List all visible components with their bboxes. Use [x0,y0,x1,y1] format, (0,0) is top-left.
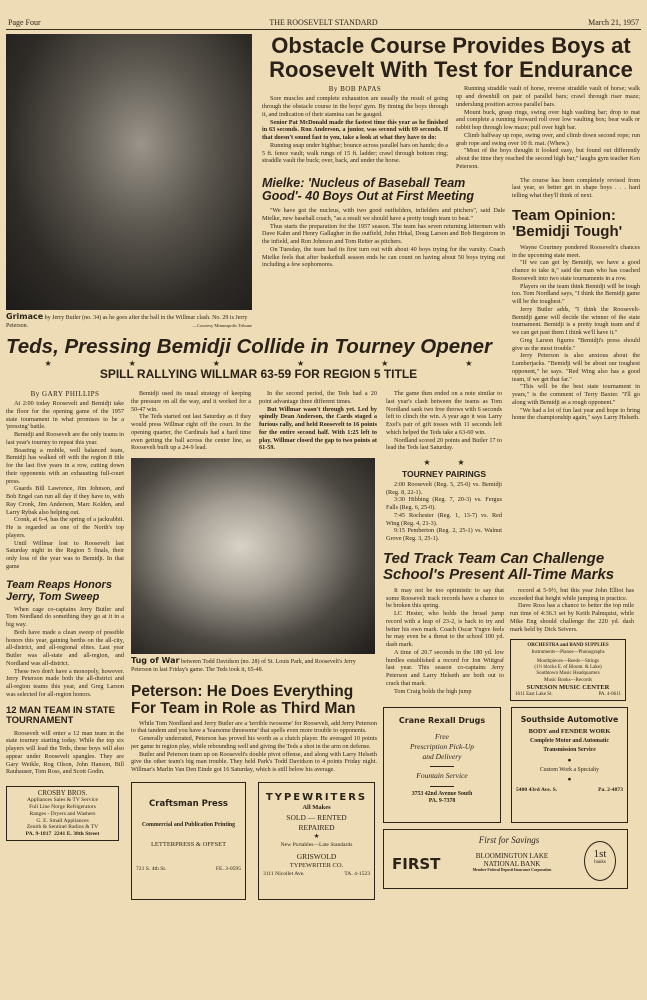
paragraph: Dave Ross has a chance to better the top mile run time of 4:36.3 set by Keith Palmquist, while Mike Eng should challenge the 220 yd. dash mark held by Dick Seivers. [510,602,634,633]
paragraph: Climb halfway up rope, swing over, and climb down second rope; run grab rope and swing over 10 ft. mat. (Whew.) [456,131,640,147]
ad-line: REPAIRED [298,823,335,833]
paragraph: The Teds started out last Saturday as if they would press Willmar right off the court. In the opening quarter, the Cardinals had a hard time even getting the ball across the center line, as Roosevelt built up a 24-9 lead. [131,413,251,452]
ad-business-name: CROSBY BROS. [37,789,88,798]
ad-phone: TA. 4-1523 [344,870,370,877]
photo-block-grimace [6,34,252,331]
pairings-title: TOURNEY PAIRINGS [401,468,487,479]
ad-line: Prescription Pick-Up [409,742,475,752]
paragraph: Senior Pat McDonald made the fastest time this year as he finished in 63 seconds. Ron Anderson, a junior, was second with 69 seconds. If that doesn't sound fast to you, take a look at what they have to do: [262,118,448,142]
ad-business-name: Crane Rexall Drugs [398,716,486,726]
ad-crane-rexall [383,707,501,823]
paragraph: In the second period, the Teds had a 20 point advantage three different times. [259,390,377,405]
paragraph: On Tuesday, the team had its first turn out with about 40 boys trying for the varsity. Coach Mielke feels that after basketball season ends he can count on having about 50 boys trying out including a few sophomores. [262,245,505,269]
article-teds-col3 [259,390,377,452]
photo-credit: —Courtesy Minneapolis Tribune [192,322,252,328]
star-row [386,458,502,468]
subhead-willmar: SPILL RALLYING WILLMAR 63-59 FOR REGION 5 TITLE [99,367,418,382]
byline-obstacle: By BOB PAPAS [328,85,382,94]
paragraph: Cronk, at 6-4, has the spring of a jackrabbit. He is regarded as one of the North's top players. [6,516,124,539]
paragraph: "This will be the best state tournament in years," is the comment of Terry Baxter. "I'll go along with Bemidji as a rough opponent." [512,383,640,406]
ad-phone: PA. 4-0611 [598,692,621,698]
page-number: Page Four [8,18,41,27]
headline-12-man-team: 12 MAN TEAM IN STATE TOURNAMENT [6,704,115,727]
paragraph: The game then ended on a note similar to last year's clash between the teams as Tom Nordland sank two free throws with 6 seconds left to clinch the win. A year ago it was Larry Exel's pair of gift tosses with 11 seconds left which helped the Teds take a 63-60 win. [386,390,502,436]
paragraph: Greg Larson figures "Bemidji's press should give us the most trouble." [512,336,640,352]
paragraph: Mount buck, grasp rings, swing over high vaulting bar; drop to mat and complete a running forward roll over low vaulting box; bear walk or rabbit hop through low maze; pull over high bar. [456,108,640,132]
paragraph: record at 5-9½, but this year John Elliot has exceeded that height while jumping in practice. [510,586,634,602]
caption-text: between Todd Davidson (no. 28) of St. Louis Park, and Roosevelt's Jerry Peterson in last Friday's game. The Teds took it, 65-48. [131,659,356,673]
ad-phone: PA. 9-1817 [25,830,52,837]
paragraph: Thus starts the preparation for the 1957 season. The team has seven returning lettermen with Dave Kahn and Henry Gallagher in the outfield, John Hrkal, Doug Larson and Bob Bergstrom in the infield, and Ron Johnson and Tom Reiter as pitchers. [262,222,505,246]
article-teds-col4 [386,390,502,452]
paragraph: "If we can get by Bemidji, we have a good chance to take it," said the man who has coached Roosevelt into two state tournaments in a row. [512,259,640,282]
ad-line: ORCHESTRA and BAND SUPPLIES [527,643,609,649]
teds-headline-block [6,336,511,381]
ad-line: (1½ blocks E. of Bloom. & Lake) [534,665,602,671]
paragraph: Bemidji and Roosevelt are the only teams in last year's tourney to repeat this year. [6,431,124,446]
logo-text: banks [594,860,606,866]
divider [430,766,454,767]
ad-line: Music Books—Records [544,677,592,683]
paragraph: When cage co-captains Jerry Butler and Tom Nordland do something they go at it in a big way. [6,605,124,629]
article-team-honors [6,606,124,699]
paragraph: "We had a lot of fun last year and hope to bring home the championship again," says Larry Helseth. [512,406,640,422]
paragraph: Jerry Peterson is also anxious about the Lumberjacks. "Bemidji will be about our toughest opponent," he says. "Red Wing also has a good team, if we get that far." [512,352,640,383]
ad-line: and Delivery [422,752,462,762]
ad-phone: Pa. 2-4873 [598,786,623,793]
ad-phone: FE. 3-0595 [215,865,241,872]
article-team-opinion [512,244,640,422]
ad-line: Ranges - Dryers and Washers [29,810,96,817]
ad-business-name: SUNESON MUSIC CENTER [526,683,610,691]
headline-peterson: Peterson: He Does Everything For Team in Role as Third Man [131,682,356,717]
paragraph: These two don't have a monopoly, however. Jerry Peterson made both the all-district and all-region teams this year, and Greg Larson was selected for all-region honors. [6,667,124,698]
star-ornament: ★ [128,358,136,368]
ad-suneson-music [510,639,626,701]
paragraph: Nordland scored 20 points and Butler 17 to lead the Teds last Saturday. [386,436,502,452]
star-ornament: ★ [313,833,320,841]
bullet-ornament: ● [567,756,572,764]
paragraph: Running snap under highbar; bounce across parallel bars on hands; do a 5 ft. fence vault; walk rungs of 15 ft. ladder; crawl through bottom ring; straddle vault the buck; over, back, and under the horse. [262,141,448,165]
ad-line: BLOOMINGTON LAKE [475,852,549,861]
ad-line: Zenith & Sentinel Radios & TV [26,824,99,831]
paragraph: Butler and Peterson team up on Roosevelt's double pivot offense, and along with Larry Helseth give the other team's big man trouble. They held Park's Todd Davidson to 4 points Friday night. Willmar's Marlin Van Den Einde got 16 Saturday, which is still below his average. [131,750,377,774]
paragraph: "Most of the boys thought it looked easy, but found out differently about the time they reached the second high bar," laughs gym teacher Ken Peterson. [456,147,640,170]
ad-southside-automotive [511,707,628,823]
photo-caption-tug-of-war [131,656,377,675]
ad-address: 721 S. 4th St. [136,865,167,872]
ad-business-title: TYPEWRITERS [265,791,368,803]
ad-bloomington-lake-bank [383,829,628,889]
article-peterson [131,720,377,774]
caption-text: by Jerry Butler (no. 34) as he goes after the ball in the Willmar clash. No. 29 is Jerry Peterson. [6,315,248,329]
article-teds-col2 [131,390,251,452]
ad-address: 3753 42nd Avenue South [411,790,473,797]
ad-bank-wordmark: FIRST [392,855,441,874]
ad-business-name: Craftsman Press [149,798,228,809]
ad-line: New Portables—Late Standards [280,842,353,849]
article-obstacle-col2 [456,85,640,170]
ad-line: Commercial and Publication Printing [141,822,236,829]
paragraph: It may not be too optimistic to say that some Roosevelt track records have a chance to be broken this spring. [386,586,504,610]
masthead-rule [6,29,641,30]
headline-obstacle-course: Obstacle Course Provides Boys at Roosevelt With Test for Endurance [269,33,633,83]
divider [430,786,454,787]
paragraph: At 2:00 today Roosevelt and Bemidji take the floor for the opening game of the 1957 state tournament in what promises to be a 'pressing' battle. [6,400,124,431]
star-ornament: ★ [212,358,220,368]
headline-team-opinion: Team Opinion: 'Bemidji Tough' [512,206,623,241]
left-column [6,390,124,841]
star-ornament: ★ [381,358,389,368]
article-mielke [262,207,505,269]
issue-date: March 21, 1957 [588,18,639,27]
ad-slogan: First for Savings [478,835,540,846]
star-ornament: ★ [465,358,473,368]
paragraph: LC Hester, who holds the broad jump record with a leap of 23-2, is back to try and better his own mark. Coach Oscar Yngve feels he may even be a threat to the school 100 yd. dash mark. [386,610,504,649]
ad-line: Instruments—Pianos—Phonographs [531,649,605,655]
paragraph: Until Willmar lost to Roosevelt last Saturday night in the Region 5 finals, their only loss of the year was to Bemidji. In that game [6,539,124,570]
article-track-col1 [386,587,504,696]
ad-business-name: Southside Automotive [520,715,619,725]
article-teds-col1 [6,400,124,571]
ad-line: Mouthpieces—Reeds—Strings [536,658,600,664]
paragraph: Roosevelt will enter a 12 man team in the state tourney starting today. While the top six players will lead the Teds, these boys will also appear under Roosevelt spangles. They are Gary Weikle, Rog Olson, John Hanson, Bill Rauhauser, Tom Ross, and Scott Godin. [6,729,124,776]
caption-lead: Grimace [6,312,44,321]
ad-bank-name [452,852,572,872]
paragraph: The course has been completely revised from last year, so better get in shape boys . . . hard telling what they'll think of next. [512,176,640,200]
ad-line: Complete Motor and Automatic [530,738,609,745]
paragraph: 3:30 Hibbing (Reg. 7, 20-3) vs. Fergus Falls (Reg. 6, 25-0). [386,496,502,512]
ad-line: BODY and FENDER WORK [528,727,611,735]
paragraph: Guards Bill Lawrence, Jim Johnson, and Bob Engel can run all day if they have to, with Ray Cronk, Jim Anderson, Marc Kolden, and Larry Rybak also helping out. [6,485,124,516]
paragraph: 9:15 Pemberton (Reg. 2, 25-1) vs. Walnut Grove (Reg. 3, 25-1). [386,527,502,543]
headline-track-team: Ted Track Team Can Challenge School's Present All-Time Marks [383,549,615,584]
paragraph: Sore muscles and complete exhaustion are usually the result of going through the obstacle course in the boys' gym. By timing the boys through it, and indication of their stamina can be gauged. [262,95,448,118]
paragraph: Jerry Butler adds, "I think the Roosevelt-Bemidji game will decide the winner of the state tournament. Bemidji is a pretty tough team and if we can get past them I think we'll have it." [512,305,640,337]
ad-line: Custom Work a Specialty [539,767,600,774]
star-ornament: ★ [423,458,431,467]
pairings-list [386,481,502,543]
article-track-col2 [510,587,634,634]
ad-address: 2241 E. 38th Street [54,830,100,837]
caption-lead: Tug of War [131,656,180,665]
ad-line: NATIONAL BANK [483,860,541,869]
ad-craftsman-press [131,782,246,900]
ad-line: SOLD — RENTED [286,813,347,823]
paragraph: Both have made a clean sweep of possible honors this year, gaining berths on the all-city, all-district, and all-regional elites. Last year Butler was all-state and all-region, and Nordland was all-district. [6,628,124,667]
paragraph: While Tom Nordland and Jerry Butler are a 'terrible twosome' for Roosevelt, add Jerry Peterson to that tandem and you have a 'fearsome threesome' that spells even more trouble to opponents. [131,719,377,735]
ad-phone: PA. 9-7378 [428,798,456,805]
star-ornament: ★ [457,458,465,467]
basketball-photo-tug-of-war [131,458,375,654]
paragraph: Players on the team think Bemidji will be tough too. Tom Nordland says, "I think the Bemidji game will be the toughest." [512,282,640,306]
ad-line: Member Federal Deposit Insurance Corporation [472,868,552,873]
ad-crosby-bros [6,786,119,841]
ad-line: Transmission Service [543,747,596,754]
headline-team-honors: Team Reaps Honors Jerry, Tom Sweep [6,578,112,603]
middle-column [131,390,377,900]
paragraph: A time of 20.7 seconds in the 180 yd. low hurdles established a record for Jon Wittgraf last year. This season co-captains Jerry Peterson and Larry Helseth are both out to crack that mark. [386,648,504,687]
paragraph: But Willmar wasn't through yet. Led by spindly Dean Anderson, the Cards staged a furious rally, and held Roosevelt to 16 points for the entire second half. With 1:25 left to play, Willmar closed the gap to two points at 61-59. [259,405,377,452]
newspaper-title: THE ROOSEVELT STANDARD [269,18,378,27]
ad-line: Full Line Norge Refrigerators [29,804,96,811]
paragraph: Wayne Courtney pondered Roosevelt's chances in the upcoming state meet. [512,243,640,259]
ad-line: Southtown Music Headquarters [536,671,600,677]
paragraph: Running straddle vault of horse, reverse straddle vault of horse; walk up and downhill on pair of parallel bars; crawl through riser maze; underslung position across parallel bars. [456,85,640,108]
ad-line: Appliances Sales & TV Service [27,797,98,804]
ad-line: TYPEWRITER CO. [289,861,344,869]
byline-teds: By GARY PHILLIPS [30,390,100,398]
star-ornament: ★ [296,358,305,368]
ad-line: LETTERPRESS & OFFSET [150,840,227,848]
headline-mielke: Mielke: 'Nucleus of Baseball Team Good'- 40 Boys Out at First Meeting [262,175,475,204]
paragraph: Boasting a mobile, well balanced team, Bemidji has walked off with the region 8 title for the last five years in a row, cutting down their opponents with an exhausting full-court press. [6,446,124,485]
article-obstacle-col2-end [512,177,640,200]
ad-address: 1611 East Lake St. [515,692,553,698]
track-block [383,551,637,889]
ad-griswold-typewriters [258,782,375,900]
ad-line: G. E. Small Appliances [36,817,89,824]
article-12-man-team [6,730,124,777]
headline-teds-tourney: Teds, Pressing Bemidji Collide in Tourney Opener [6,335,493,358]
logo-text: 1st [593,848,607,861]
star-ornament: ★ [44,358,52,368]
ad-address: 5400 43rd Ave. S. [516,786,558,793]
ad-line: Fountain Service [416,771,468,781]
paragraph: 2:00 Roosevelt (Reg. 5, 25-0) vs. Bemidji (Reg. 8, 22-1). [386,480,502,496]
basketball-photo-grimace [6,34,252,310]
paragraph: Bemidji used its usual strategy of keeping the pressure on all the way, and it worked for a 50-47 win. [131,390,251,413]
bullet-ornament: ● [567,776,572,784]
first-banks-logo [584,841,616,881]
paragraph: Tom Craig holds the high jump [394,687,472,695]
ad-line: All Makes [302,804,331,812]
ad-business-name: GRISWOLD [296,851,337,861]
paragraph: "We have got the nucleus, with two good outfielders, infielders and pitchers", said Dale Mielke, new baseball coach, "as a result we should have a pretty tough team to beat." [262,207,505,222]
paragraph: Generally underrated, Peterson has proved his worth as a clutch player. He averaged 10 points per game in region play, while rebounding well and giving the Teds a shot in the arm on defense. [131,735,377,750]
ad-line: Free [435,732,449,742]
ad-address: 3111 Nicollet Ave. [263,870,305,877]
article-obstacle-col1 [262,95,448,165]
photo-caption-grimace [6,312,252,331]
paragraph: 7:45 Rochester (Reg. 1, 13-7) vs. Red Wing (Reg. 4, 21-3). [386,511,502,527]
